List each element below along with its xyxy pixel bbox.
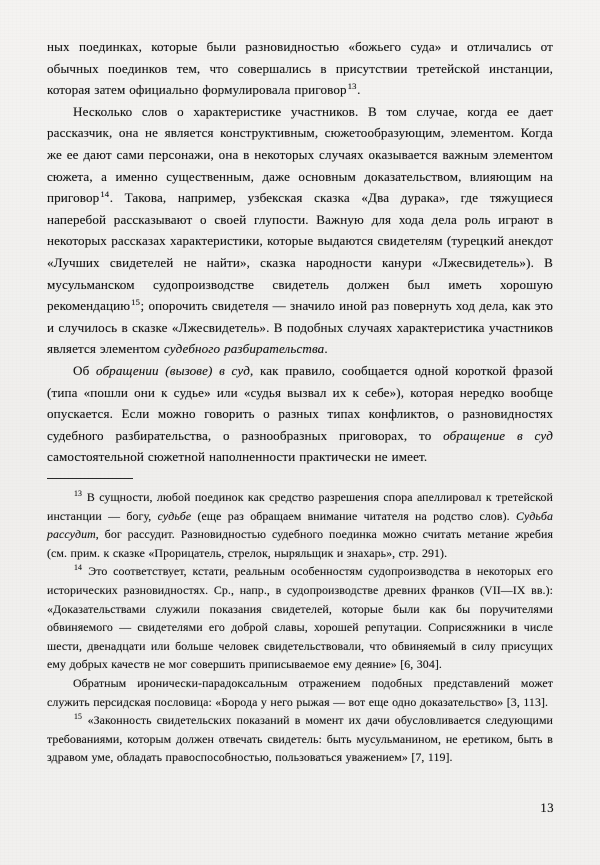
footnote-item: $^{14}$ Это соответствует, кстати, реальным особенностям судопроизводства в некоторых его исторических разновидностях. Ср., напр., в судопроизводстве древних франков (VII—IX вв.): «Доказательствами служили показания свидетелей, которые были как бы поручителями обвиняемого — свидетелями его доброй славы, хорошей репутации. Соприсяжники в числе шести, двенадцати или больше человек свидетельствовали, что обвиняемый в силу присущих ему добрых качеств не мог совершить приписываемое ему деяние» [6, 304]. bbox=[47, 563, 553, 672]
footnote-marker: 13 bbox=[347, 80, 357, 91]
footnote-item: $^{15}$ «Законность свидетельских показаний в момент их дачи обусловливается следующими требованиями, которым должен отвечать свидетель: быть мусульманином, не еретиком, быть в здравом уме, обладать правоспособностью, пользоваться уважением» [7, 119]. bbox=[47, 712, 553, 765]
italic-run: судьбе bbox=[157, 508, 192, 523]
body-paragraph: ных поединках, которые были разновидностью «божьего суда» и отличались от обычных поединков тем, что совершались в присутствии третейской инстанции, которая затем официально формулировала приговор$^{13}$. bbox=[47, 39, 553, 98]
footnote-separator-rule bbox=[47, 478, 133, 479]
italic-run: Судьба рассудит bbox=[47, 508, 554, 542]
page-number: 13 bbox=[540, 800, 554, 815]
footnote-marker: 14 bbox=[74, 563, 83, 573]
body-text-block bbox=[47, 36, 553, 468]
footnote-marker: 15 bbox=[74, 712, 83, 722]
footnote-item: $^{13}$ В сущности, любой поединок как средство разрешения спора апеллировал к третейской инстанции — богу, судьбе (еще раз обращаем внимание читателя на родство слов). Судьба рассудит, бог рассудит. Разновидностью судебного поединка можно считать метание жребия (см. прим. к сказке «Прорицатель, стрелок, ныряльщик и знахарь», стр. 291). bbox=[47, 489, 554, 560]
footnote-marker: 15 bbox=[131, 296, 141, 307]
footnote-marker: 13 bbox=[74, 489, 83, 499]
italic-run: судебного разбирательства bbox=[163, 341, 325, 357]
body-paragraph: Об обращении (вызове) в суд, как правило, сообщается одной короткой фразой (типа «пошли они к судье» или «судья вызвал их к себе»), которая нередко вообще опускается. Если можно говорить о разных типах конфликтов, о разновидностях судебного разбирательства, о разнообразных приговорах, то обращение в суд самостоятельной сюжетной наполненности практически не имеет. bbox=[47, 362, 553, 465]
italic-run: обращении (вызове) в суд bbox=[95, 362, 250, 378]
footnotes-block bbox=[47, 488, 553, 767]
footnote-marker: 14 bbox=[100, 188, 110, 199]
italic-run: обращение в суд bbox=[443, 427, 553, 443]
body-paragraph: Несколько слов о характеристике участников. В том случае, когда ее дает рассказчик, она не является конструктивным, сюжетообразующим, элементом. Когда же ее дают сами персонажи, она в некоторых случаях оказывается важным элементом сюжета, а именно существенным, даже основным доказательством, влияющим на приговор$^{14}$. Такова, например, узбекская сказка «Два дурака», где тяжущиеся наперебой рассказывают о своей глупости. Важную для хода дела роль играют в некоторых рассказах характеристики, которые выдаются свидетелям (турецкий анекдот «Лучших свидетелей не найти», сказка народности канури «Лжесвидетель»). В мусульманском судопроизводстве свидетель должен был иметь хорошую рекомендацию$^{15}$; опорочить свидетеля — значило иной раз повернуть ход дела, как это и случилось в сказке «Лжесвидетель». В подобных случаях характеристика участников является элементом судебного разбирательства. bbox=[47, 103, 553, 357]
footnote-item: Обратным иронически-парадоксальным отражением подобных представлений может служить персидская пословица: «Борода у него рыжая — вот еще одно доказательство» [3, 113]. bbox=[47, 675, 553, 709]
